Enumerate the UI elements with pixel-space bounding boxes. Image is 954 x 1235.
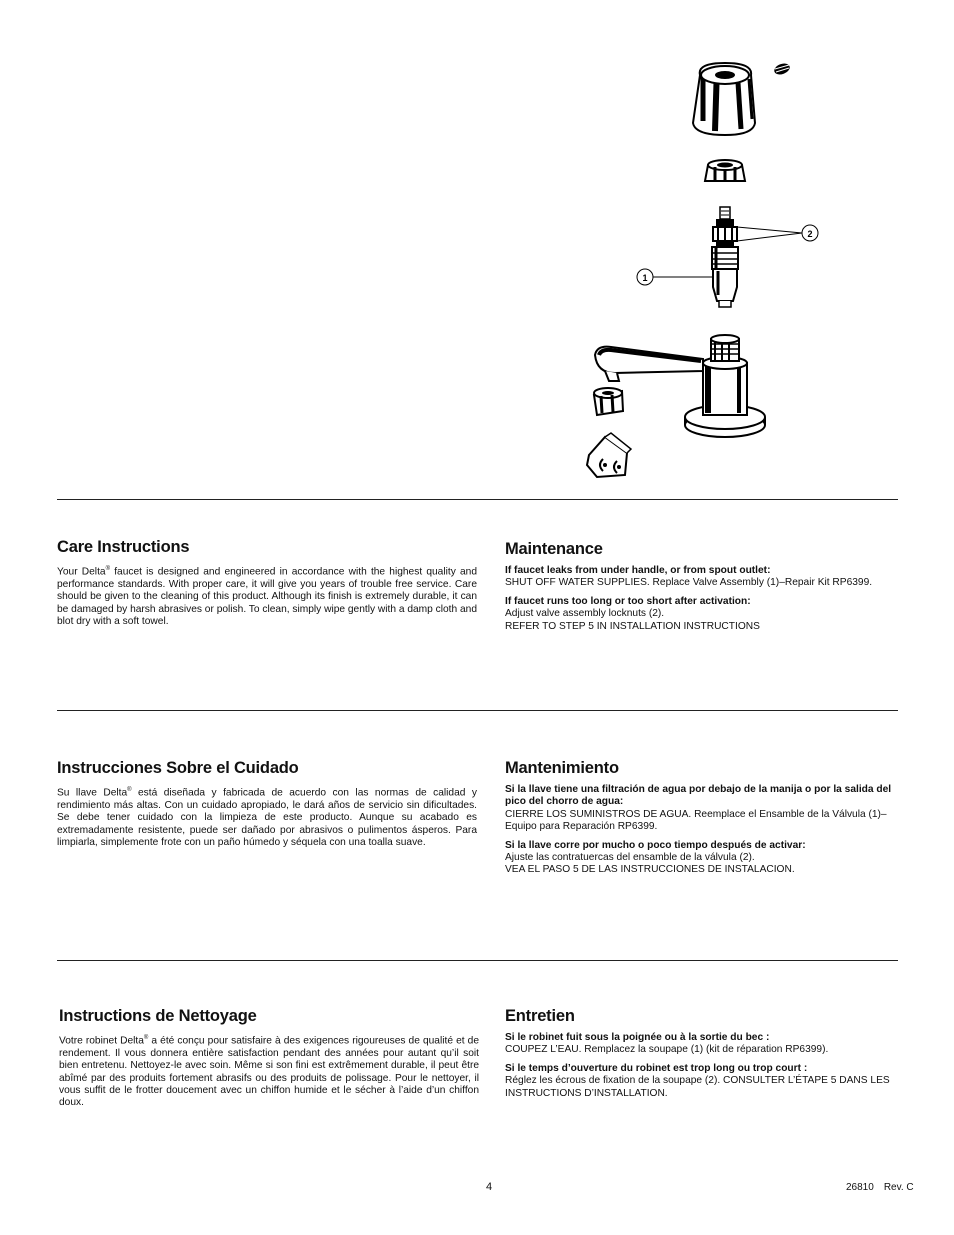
handle-knob-icon	[693, 63, 755, 135]
maintenance-question: Si le temps d’ouverture du robinet est trop long ou trop court :	[505, 1062, 808, 1074]
maintenance-answer: Adjust valve assembly locknuts (2). REFER TO STEP 5 IN INSTALLATION INSTRUCTIONS	[505, 608, 760, 632]
maintenance-answer: SHUT OFF WATER SUPPLIES. Replace Valve Assembly (1)–Repair Kit RP6399.	[505, 577, 873, 589]
care-title-french: Instructions de Nettoyage	[59, 1007, 257, 1025]
faucet-body-icon	[595, 335, 765, 437]
maintenance-question: If faucet runs too long or too short after activation:	[505, 595, 751, 607]
care-section-english	[57, 538, 477, 628]
bonnet-nut-icon	[705, 160, 745, 182]
care-title-english: Care Instructions	[57, 538, 190, 556]
care-body-french-pre: Votre robinet Delta	[59, 1035, 144, 1047]
set-screw-icon	[773, 62, 791, 77]
callout-2-label: 2	[807, 229, 813, 239]
maintenance-answer: Réglez les écrous de fixation de la soupape (2). CONSULTER L’ÉTAPE 5 DANS LES INSTRUCTIONS D’INSTALLATION.	[505, 1075, 890, 1099]
maintenance-question: Si la llave tiene una filtración de agua por debajo de la manija o por la salida del pico del chorro de agua:	[505, 784, 892, 808]
care-body-english-post: faucet is designed and engineered in accordance with the highest quality and performance standards. With proper care, it will give you years of trouble free service. Care should be given to the cleaning of this product. Although its finish is extremely durable, it can be damaged by harsh abrasives or polish. To clean, simply wipe gently with a damp cloth and blot dry with a soft towel.	[57, 566, 477, 628]
maintenance-title-spanish: Mantenimiento	[505, 759, 619, 777]
maintenance-answer: COUPEZ L’EAU. Remplacez la soupape (1) (kit de réparation RP6399).	[505, 1044, 829, 1056]
maintenance-question: If faucet leaks from under handle, or from spout outlet:	[505, 565, 771, 576]
divider-bottom	[57, 960, 898, 961]
faucet-parts-diagram	[575, 55, 825, 485]
care-section-french	[59, 1007, 479, 1110]
maintenance-section-french	[505, 1007, 905, 1106]
divider-top	[57, 499, 898, 500]
aerator-icon	[594, 388, 623, 415]
maintenance-title-french: Entretien	[505, 1007, 575, 1025]
registered-mark: ®	[143, 1035, 149, 1041]
revision: Rev. C	[883, 1182, 914, 1193]
maintenance-section-spanish	[505, 759, 905, 883]
maintenance-answer: CIERRE LOS SUMINISTROS DE AGUA. Reemplace el Ensamble de la Válvula (1)–Equipo para Reparación RP6399.	[505, 808, 887, 833]
care-body-french	[59, 1032, 479, 1110]
maintenance-answer: Ajuste las contratuercas del ensamble de la válvula (2). VEA EL PASO 5 DE LAS INSTRUCCIONES DE INSTALACION.	[505, 852, 795, 876]
wrench-icon	[587, 433, 631, 477]
divider-middle	[57, 710, 898, 711]
care-body-english	[57, 563, 477, 628]
care-body-english-pre: Your Delta	[57, 566, 106, 578]
page-number: 4	[486, 1181, 493, 1193]
care-section-spanish	[57, 759, 477, 849]
care-title-spanish: Instrucciones Sobre el Cuidado	[57, 759, 299, 777]
care-body-spanish-post: está diseñada y fabricada de acuerdo con las normas de calidad y rendimiento más altas. Con un cuidado apropiado, le dará años de servicio sin dificultades. Se debe tener cuidado con la limpieza de este producto. Aunque su acabado es extremadamente resistente, puede ser dañado por abrasivos o pulimentos ásperos. Para limpiarla, simplemente frote con un paño húmedo y séquela con una toalla suave.	[57, 787, 477, 849]
document-id	[846, 1182, 914, 1193]
valve-cartridge-icon	[712, 207, 738, 307]
maintenance-section-english	[505, 540, 905, 639]
callout-1-label: 1	[642, 273, 648, 283]
registered-mark: ®	[127, 787, 132, 793]
care-body-spanish	[57, 784, 477, 849]
maintenance-title-english: Maintenance	[505, 540, 603, 558]
maintenance-question: Si la llave corre por mucho o poco tiempo después de activar:	[505, 839, 806, 851]
care-body-spanish-pre: Su llave Delta	[57, 787, 128, 799]
registered-mark: ®	[105, 566, 110, 572]
care-body-french-post: a été conçu pour satisfaire à des exigences rigoureuses de qualité et de rendement. Il vous donnera entière satisfaction pendant des années pour autant qu’il soit bien entretenu. Nettoyez-le avec soin. Même si son fini est extrêmement durable, il peut être abîmé par des produits fortement abrasifs ou des produits de polissage. Pour le nettoyer, il vous suffit de le frotter doucement avec un chiffon humide et le sécher à l’aide d’un chiffon doux.	[59, 1035, 479, 1109]
doc-number: 26810	[846, 1182, 874, 1193]
maintenance-question: Si le robinet fuit sous la poignée ou à la sortie du bec :	[505, 1032, 770, 1043]
